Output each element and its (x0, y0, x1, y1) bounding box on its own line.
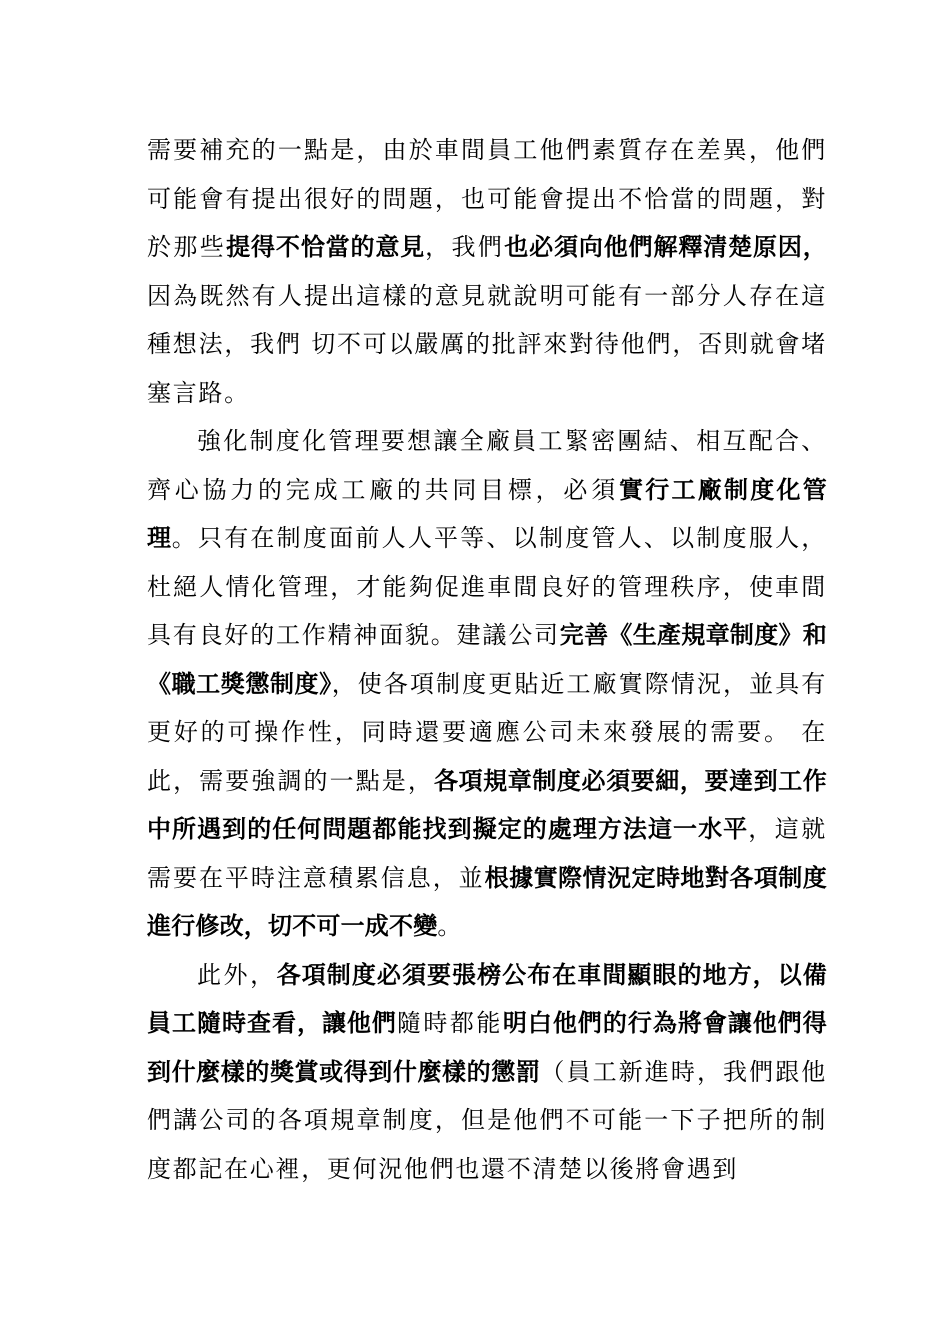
text-run: ，我們 (425, 233, 505, 261)
text-run: ，使各項制度更貼近工廠實際情況，並具有更好的可操作性，同時還要適應公司未來發展的需要。 在此，需要強調的一點是， (147, 669, 827, 795)
paragraph-3 (147, 951, 827, 1194)
text-run: 此外， (197, 960, 277, 989)
bold-text-run: 根據實際情況定時地對各項制度進行修改，切不可一成不變 (147, 862, 827, 940)
bold-text-run: 各項制度必須要張榜公布在車間顯眼的地方，以備員工隨時查看，讓他們 (147, 959, 827, 1037)
bold-text-run: 各項規章制度必須要細，要達到工作中所遇到的任何問題都能找到擬定的處理方法這一水平 (147, 765, 828, 843)
text-run: 強化制度化管理要想讓全廠員工緊密團結、相互配合、齊心協力的完成工廠的共同目標，必須 (147, 427, 827, 504)
text-run: 需要補充的一點是，由於車間員工他們素質存在差異，他們可能會有提出很好的問題，也可能會提出不恰當的問題，對於那些 (147, 136, 827, 261)
document-page (147, 126, 827, 1193)
text-run: ，這就需要在平時注意積累信息，並 (147, 815, 827, 892)
text-run: 因為既然有人提出這樣的意見就說明可能有一部分人存在這種想法，我們 切不可以嚴厲的批評來對待他們，否則就會堵塞言路。 (147, 281, 827, 407)
bold-text-run: 完善《生產規章制度》和《職工獎懲制度》 (147, 620, 827, 698)
bold-text-run: 也必須向他們解釋清楚原因， (504, 232, 828, 261)
text-run: 。只有在制度面前人人平等、以制度管人、以制度服人，杜絕人情化管理，才能夠促進車間良好的管理秩序，使車間具有良好的工作精神面貌。建議公司 (147, 524, 827, 649)
paragraph-2 (147, 417, 827, 951)
text-run: 隨時都能 (396, 1009, 503, 1037)
bold-text-run: 實行工廠制度化管理 (147, 474, 827, 552)
paragraph-1 (147, 126, 827, 417)
bold-text-run: 明白他們的行為將會讓他們得到什麼樣的獎賞或得到什麼樣的懲罰 (147, 1008, 827, 1086)
bold-text-run: 提得不恰當的意見 (226, 232, 426, 261)
text-run: （員工新進時，我們跟他們講公司的各項規章制度，但是他們不可能一下子把所的制度都記在心裡，更何況他們也還不清楚以後將會遇到 (147, 1057, 828, 1183)
text-run: 。 (437, 912, 464, 940)
